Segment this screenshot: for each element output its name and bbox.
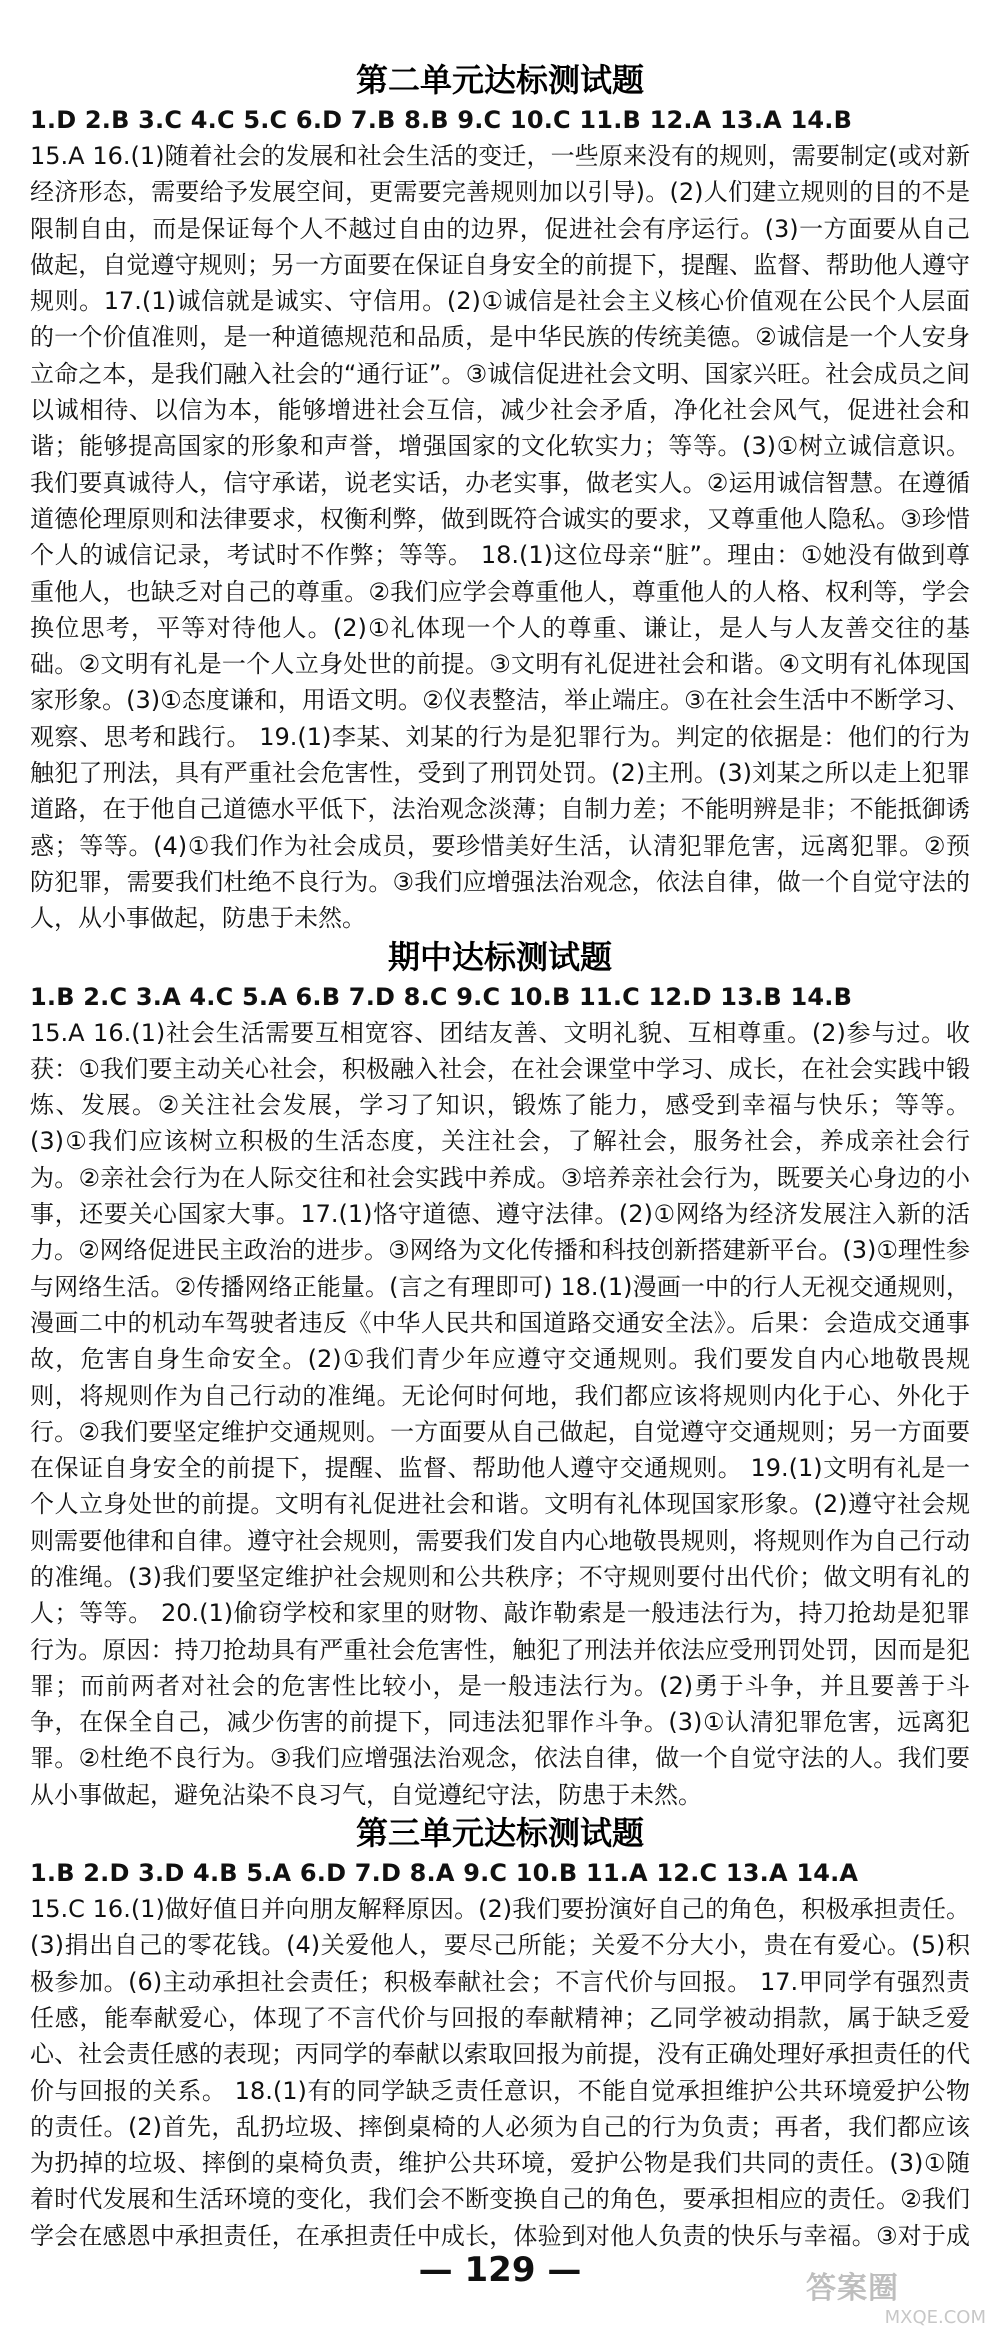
- watermark-logo: [806, 2263, 986, 2341]
- unit2-title: 第二单元达标测试题: [355, 61, 644, 99]
- page-number: — 129 —: [418, 2250, 582, 2290]
- unit3-multiple-choice-answers: 1.B 2.D 3.D 4.B 5.A 6.D 7.D 8.A 9.C 10.B 11.A 12.C 13.A 14.A: [30, 1859, 859, 1888]
- midterm-multiple-choice-answers: 1.B 2.C 3.A 4.C 5.A 6.B 7.D 8.C 9.C 10.B 11.C 12.D 13.B 14.B: [30, 982, 853, 1011]
- unit3-answer-text: 15.C 16.(1)做好值日并向朋友解释原因。(2)我们要扮演好自己的角色，积极承担责任。(3)捐出自己的零花钱。(4)关爱他人，要尽己所能；关爱不分大小，贵在有爱心。(5)积极参加。(6)主动承担社会责任；积极奉献社会；不言代价与回报。 17.甲同学有强烈责任感，能奉献爱心，体现了不言代价与回报的奉献精神；乙同学被动捐款，属于缺乏爱心、社会责任感的表现；丙同学的奉献以索取回报为前提，没有正确处理好承担责任的代价与回报的关系。 18.(1)有的同学缺乏责任意识，不能自觉承担维护公共环境爱护公物的责任。(2)首先，乱扔垃圾、摔倒桌椅的人必须为自己的行为负责；再者，我们都应该为扔掉的垃圾、摔倒的桌椅负责，维护公共环境，爱护公物是我们共同的责任。(3)①随着时代发展和生活环境的变化，我们会不断变换自己的角色，要承担相应的责任。②我们学会在感恩中承担责任，在承担责任中成长，体验到对他人负责的快乐与幸福。③对于成: [30, 1895, 970, 2250]
- midterm-answer-text: 15.A 16.(1)社会生活需要互相宽容、团结友善、文明礼貌、互相尊重。(2)参与过。收获：①我们要主动关心社会，积极融入社会，在社会课堂中学习、成长，在社会实践中锻炼、发展。②关注社会发展，学习了知识，锻炼了能力，感受到幸福与快乐；等等。(3)①我们应该树立积极的生活态度，关注社会，了解社会，服务社会，养成亲社会行为。②亲社会行为在人际交往和社会实践中养成。③培养亲社会行为，既要关心身边的小事，还要关心国家大事。17.(1)恪守道德、遵守法律。(2)①网络为经济发展注入新的活力。②网络促进民主政治的进步。③网络为文化传播和科技创新搭建新平台。(3)①理性参与网络生活。②传播网络正能量。(言之有理即可) 18.(1)漫画一中的行人无视交通规则，漫画二中的机动车驾驶者违反《中华人民共和国道路交通安全法》。后果：会造成交通事故，危害自身生命安全。(2)①我们青少年应遵守交通规则。我们要发自内心地敬畏规则，将规则作为自己行动的准绳。无论何时何地，我们都应该将规则内化于心、外化于行。②我们要坚定维护交通规则。一方面要从自己做起，自觉遵守交通规则；另一方面要在保证自身安全的前提下，提醒、监督、帮助他人遵守交通规则。 19.(1)文明有礼是一个人立身处世的前提。文明有礼促进社会和谐。文明有礼体现国家形象。(2)遵守社会规则需要他律和自律。遵守社会规则，需要我们发自内心地敬畏规则，将规则作为自己行动的准绳。(3)我们要坚定维护社会规则和公共秩序；不守规则要付出代价；做文明有礼的人；等等。 20.(1)偷窃学校和家里的财物、敲诈勒索是一般违法行为，持刀抢劫是犯罪行为。原因：持刀抢劫具有严重社会危害性，触犯了刑法并依法应受刑罚处罚，因而是犯罪；而前两者对社会的危害性比较小，是一般违法行为。(2)勇于斗争，并且要善于斗争，在保全自己，减少伤害的前提下，同违法犯罪作斗争。(3)①认清犯罪危害，远离犯罪。②杜绝不良行为。③我们应增强法治观念，依法自律，做一个自觉守法的人。我们要从小事做起，避免沾染不良习气，自觉遵纪守法，防患于未然。: [30, 1018, 970, 1809]
- midterm-section: [30, 937, 970, 1814]
- unit2-section: [30, 60, 970, 937]
- watermark-url: MXQE.COM: [884, 2307, 986, 2328]
- unit2-answer-text: 15.A 16.(1)随着社会的发展和社会生活的变迁，一些原来没有的规则，需要制定(或对新经济形态，需要给予发展空间，更需要完善规则加以引导)。(2)人们建立规则的目的不是限制自由，而是保证每个人不越过自由的边界，促进社会有序运行。(3)一方面要从自己做起，自觉遵守规则；另一方面要在保证自身安全的前提下，提醒、监督、帮助他人遵守规则。17.(1)诚信就是诚实、守信用。(2)①诚信是社会主义核心价值观在公民个人层面的一个价值准则，是一种道德规范和品质，是中华民族的传统美德。②诚信是一个人安身立命之本，是我们融入社会的“通行证”。③诚信促进社会文明、国家兴旺。社会成员之间以诚相待、以信为本，能够增进社会互信，减少社会矛盾，净化社会风气，促进社会和谐；能够提高国家的形象和声誉，增强国家的文化软实力；等等。(3)①树立诚信意识。我们要真诚待人，信守承诺，说老实话，办老实事，做老实人。②运用诚信智慧。在遵循道德伦理原则和法律要求，权衡利弊，做到既符合诚实的要求，又尊重他人隐私。③珍惜个人的诚信记录，考试时不作弊；等等。 18.(1)这位母亲“脏”。理由：①她没有做到尊重他人，也缺乏对自己的尊重。②我们应学会尊重他人，尊重他人的人格、权利等，学会换位思考，平等对待他人。(2)①礼体现一个人的尊重、谦让，是人与人友善交往的基础。②文明有礼是一个人立身处世的前提。③文明有礼促进社会和谐。④文明有礼体现国家形象。(3)①态度谦和，用语文明。②仪表整洁，举止端庄。③在社会生活中不断学习、观察、思考和践行。 19.(1)李某、刘某的行为是犯罪行为。判定的依据是：他们的行为触犯了刑法，具有严重社会危害性，受到了刑罚处罚。(2)主刑。(3)刘某之所以走上犯罪道路，在于他自己道德水平低下，法治观念淡薄；自制力差；不能明辨是非；不能抵御诱惑；等等。(4)①我们作为社会成员，要珍惜美好生活，认清犯罪危害，远离犯罪。②预防犯罪，需要我们杜绝不良行为。③我们应增强法治观念，依法自律，做一个自觉守法的人，从小事做起，防患于未然。: [30, 142, 970, 933]
- midterm-title: 期中达标测试题: [387, 937, 612, 976]
- unit3-title: 第三单元达标测试题: [355, 1814, 644, 1853]
- unit3-section: [30, 1813, 970, 2250]
- unit2-multiple-choice-answers: 1.D 2.B 3.C 4.C 5.C 6.D 7.B 8.B 9.C 10.C 11.B 12.A 13.A 14.B: [30, 106, 853, 134]
- answer-page: [30, 60, 970, 2250]
- watermark-main-text: 答案圈: [806, 2271, 899, 2306]
